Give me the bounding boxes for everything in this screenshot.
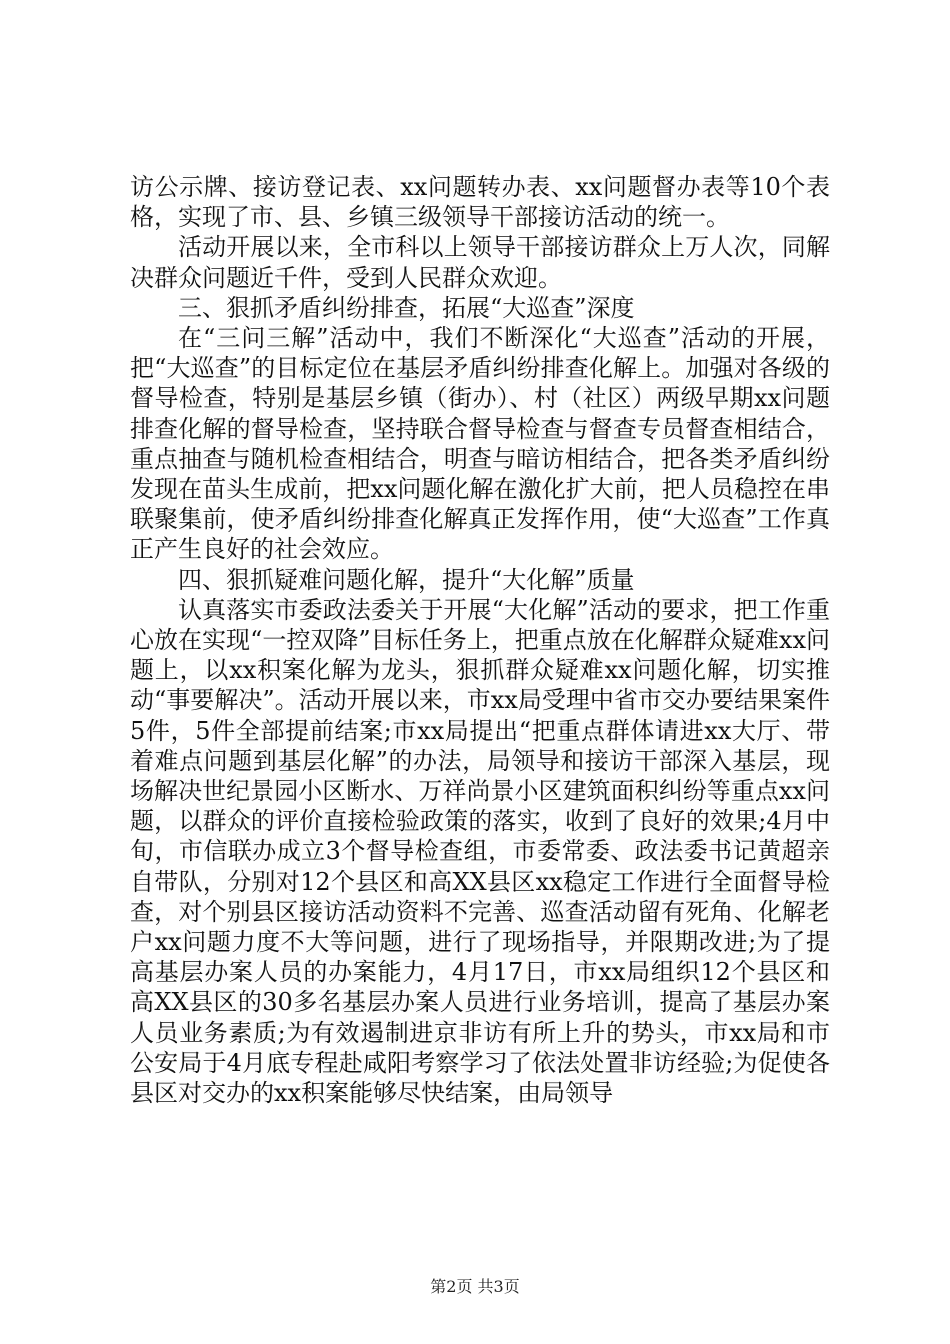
paragraph-intro-tail: 访公示牌、接访登记表、xx问题转办表、xx问题督办表等10个表格，实现了市、县、乡镇三级领导干部接访活动的统一。 <box>130 173 830 232</box>
paragraph-section-3: 在“三问三解”活动中，我们不断深化“大巡查”活动的开展，把“大巡查”的目标定位在基层矛盾纠纷排查化解上。加强对各级的督导检查，特别是基层乡镇（街办）、村（社区）两级早期xx问题排查化解的督导检查，坚持联合督导检查与督查专员督查相结合，重点抽查与随机检查相结合，明查与暗访相结合，把各类矛盾纠纷发现在苗头生成前，把xx问题化解在激化扩大前，把人员稳控在串联聚集前，使矛盾纠纷排查化解真正发挥作用，使“大巡查”工作真正产生良好的社会效应。 <box>130 324 830 564</box>
section-heading-3: 三、狠抓矛盾纠纷排查，拓展“大巡查”深度 <box>178 293 635 322</box>
section-heading-4: 四、狠抓疑难问题化解，提升“大化解”质量 <box>178 565 635 594</box>
paragraph-section-4: 认真落实市委政法委关于开展“大化解”活动的要求，把工作重心放在实现“一控双降”目标任务上，把重点放在化解群众疑难xx问题上，以xx积案化解为龙头，狠抓群众疑难xx问题化解，切实推动“事要解决”。活动开展以来，市xx局受理中省市交办要结果案件5件，5件全部提前结案;市xx局提出“把重点群体请进xx大厅、带着难点问题到基层化解”的办法，局领导和接访干部深入基层，现场解决世纪景园小区断水、万祥尚景小区建筑面积纠纷等重点xx问题，以群众的评价直接检验政策的落实，收到了良好的效果;4月中旬，市信联办成立3个督导检查组，市委常委、政法委书记黄超亲自带队，分别对12个县区和高XX县区xx稳定工作进行全面督导检查，对个别县区接访活动资料不完善、巡查活动留有死角、化解老户xx问题力度不大等问题，进行了现场指导，并限期改进;为了提高基层办案人员的办案能力，4月17日，市xx局组织12个县区和高XX县区的30多名基层办案人员进行业务培训，提高了基层办案人员业务素质;为有效遏制进京非访有所上升的势头，市xx局和市公安局于4月底专程赴咸阳考察学习了依法处置非访经验;为促使各县区对交办的xx积案能够尽快结案，由局领导 <box>130 595 830 1108</box>
paragraph-activity-results: 活动开展以来，全市科以上领导干部接访群众上万人次，同解决群众问题近千件，受到人民群众欢迎。 <box>130 233 830 292</box>
page-footer: 第2页 共3页 <box>430 1277 520 1296</box>
document-body <box>130 172 830 1108</box>
